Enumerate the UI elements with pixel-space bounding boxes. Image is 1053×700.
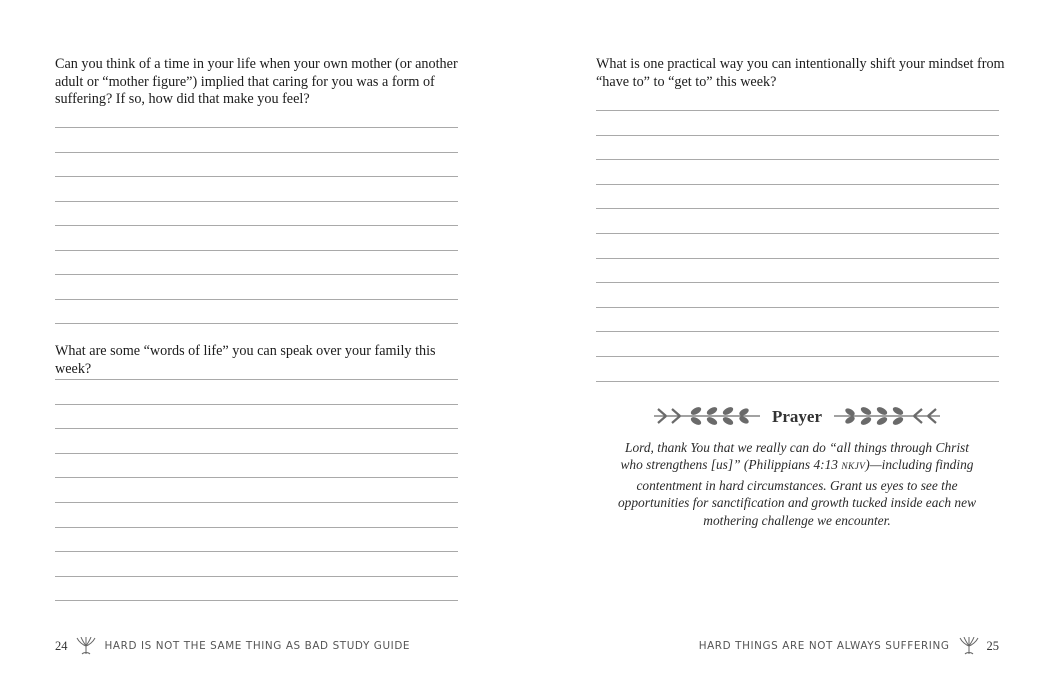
writing-line [55, 201, 458, 202]
writing-line [55, 127, 458, 128]
writing-line [596, 356, 999, 357]
writing-line [55, 404, 458, 405]
writing-line [596, 258, 999, 259]
prayer-text [617, 439, 977, 529]
answer-lines-2[interactable] [55, 379, 458, 604]
question-mother-figure: Can you think of a time in your life when your own mother (or another adult or “mother figure”) implied that caring for you was a form of suffering? If so, how did that make you feel? [55, 56, 458, 107]
right-footer [699, 638, 999, 654]
writing-line [55, 379, 458, 380]
writing-line [55, 502, 458, 503]
prayer-text-part: )—including finding contentment in hard circumstances. Grant us eyes to see the opportunities for sanctification and growth tucked inside each new mothering challenge we encounter. [617, 457, 977, 528]
writing-line [55, 225, 458, 226]
page-number: 24 [55, 638, 68, 653]
writing-line [596, 307, 999, 308]
writing-line [55, 176, 458, 177]
writing-line [596, 331, 999, 332]
writing-line [55, 576, 458, 577]
writing-line [55, 152, 458, 153]
writing-line [55, 323, 458, 324]
answer-lines-1[interactable] [55, 127, 458, 327]
writing-line [55, 453, 458, 454]
question-shift-mindset: What is one practical way you can intentionally shift your mindset from “have to” to “get to” this week? [596, 56, 1005, 90]
writing-line [596, 110, 999, 111]
writing-line [596, 184, 999, 185]
writing-line [55, 428, 458, 429]
prayer-title: Prayer [771, 407, 823, 426]
page-number: 25 [986, 638, 999, 653]
flower-icon [75, 637, 97, 655]
writing-line [596, 233, 999, 234]
writing-line [596, 135, 999, 136]
flower-icon [958, 637, 980, 655]
writing-line [55, 600, 458, 601]
running-head: HARD IS NOT THE SAME THING AS BAD STUDY GUIDE [104, 640, 411, 652]
question-words-of-life: What are some “words of life” you can speak over your family this week? [55, 343, 436, 377]
writing-line [55, 527, 458, 528]
prayer-text-part: Lord, thank You that we really can do “all things through Christ who strengthens [us]” (Philippians 4:13 [620, 440, 969, 473]
writing-line [55, 477, 458, 478]
left-footer [55, 638, 410, 654]
laurel-branch-icon [832, 405, 942, 432]
writing-line [596, 381, 999, 382]
writing-line [596, 282, 999, 283]
running-head: HARD THINGS ARE NOT ALWAYS SUFFERING [698, 640, 950, 652]
writing-line [55, 299, 458, 300]
writing-line [55, 274, 458, 275]
bible-version: NKJV [841, 462, 866, 473]
right-page [527, 0, 1053, 700]
writing-line [596, 208, 999, 209]
writing-line [596, 159, 999, 160]
writing-line [55, 551, 458, 552]
writing-line [55, 250, 458, 251]
answer-lines-3[interactable] [596, 110, 999, 385]
prayer-header [647, 402, 947, 432]
left-page [0, 0, 526, 700]
